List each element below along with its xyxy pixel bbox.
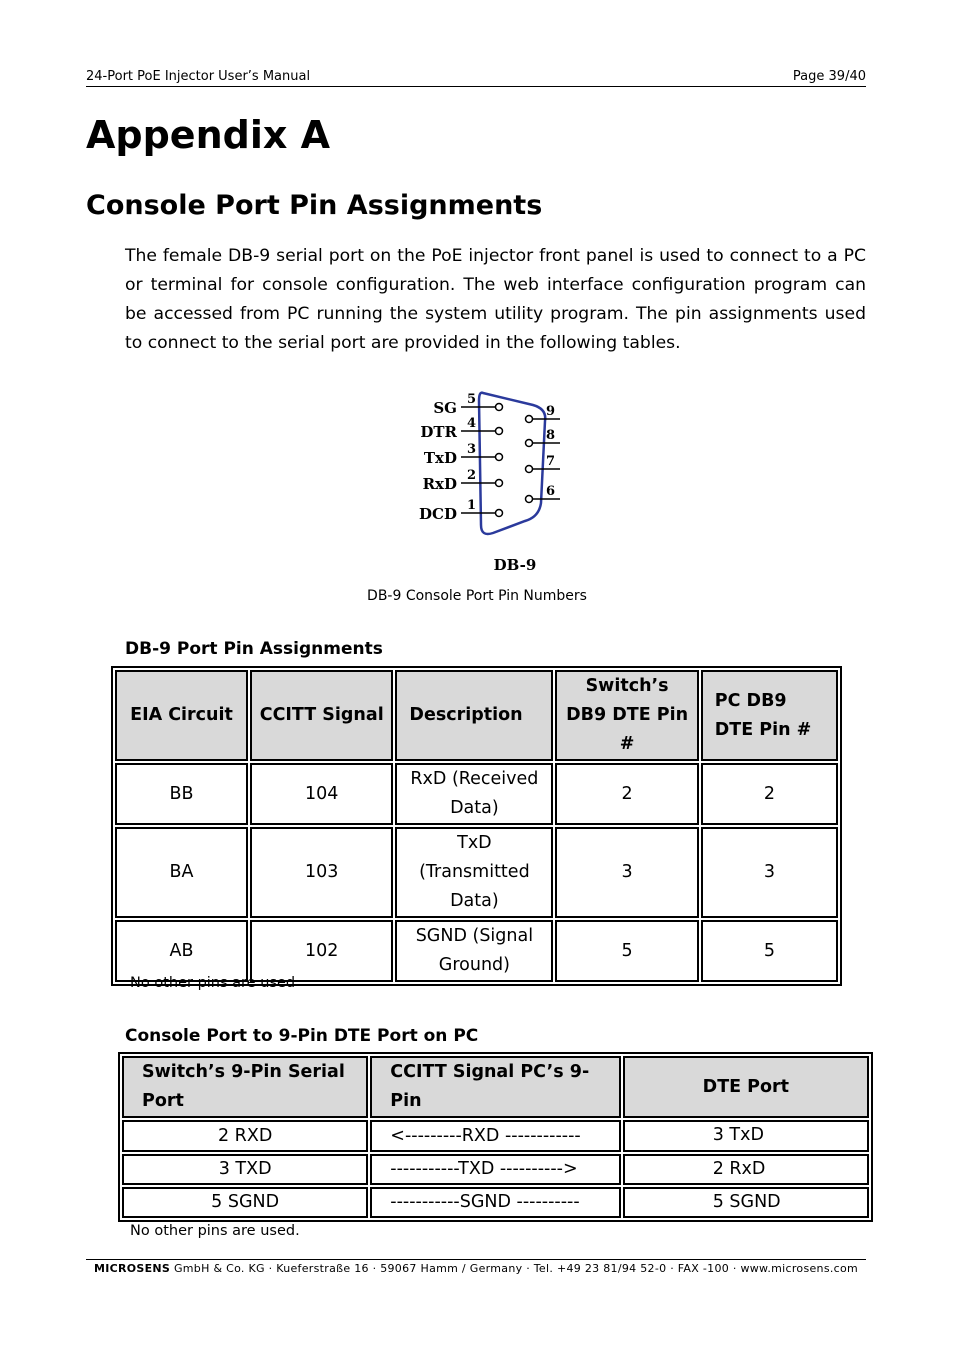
manual-title: 24-Port PoE Injector User’s Manual xyxy=(86,69,311,84)
table1-caption: DB-9 Port Pin Assignments xyxy=(125,639,383,659)
column-header: CCITT Signal PC’s 9-Pin xyxy=(370,1056,620,1118)
table-cell: 5 SGND xyxy=(623,1187,869,1218)
table-cell: BB xyxy=(115,763,248,825)
pin-1: 1 xyxy=(467,498,477,513)
table-row xyxy=(122,1154,869,1185)
column-header: Switch’s DB9 DTE Pin # xyxy=(555,670,698,761)
table-cell: TxD (Transmitted Data) xyxy=(395,827,553,918)
table-cell: 104 xyxy=(250,763,393,825)
console-to-dte-table xyxy=(118,1052,873,1222)
table2-caption: Console Port to 9-Pin DTE Port on PC xyxy=(125,1026,479,1046)
pin-9: 9 xyxy=(546,404,556,419)
connector-name: DB-9 xyxy=(493,556,537,574)
table-cell: 103 xyxy=(250,827,393,918)
pin-6: 6 xyxy=(546,484,556,499)
table-cell: <---------RXD ------------ xyxy=(370,1120,620,1152)
pin-3: 3 xyxy=(467,442,477,457)
label-dcd: DCD xyxy=(419,505,457,523)
table-cell: 3 TXD xyxy=(122,1154,368,1185)
table-cell: 2 xyxy=(555,763,698,825)
page-number: Page 39/40 xyxy=(792,69,866,84)
column-header: CCITT Signal xyxy=(250,670,393,761)
pin-5: 5 xyxy=(467,392,477,407)
table-cell: 5 xyxy=(701,920,838,982)
column-header: Switch’s 9-Pin Serial Port xyxy=(122,1056,368,1118)
table-row xyxy=(122,1120,869,1152)
table-cell: AB xyxy=(115,920,248,982)
db9-pin-diagram xyxy=(405,385,570,580)
table-cell: 2 RxD xyxy=(623,1154,869,1185)
table-cell: 5 SGND xyxy=(122,1187,368,1218)
table-cell: 102 xyxy=(250,920,393,982)
table1-note: No other pins are used xyxy=(130,975,296,991)
table-cell: -----------SGND ---------- xyxy=(370,1187,620,1218)
label-txd: TxD xyxy=(423,449,457,467)
appendix-title: Appendix A xyxy=(86,113,331,157)
table-header-row xyxy=(122,1056,869,1118)
pin-8: 8 xyxy=(546,428,556,443)
table-cell: SGND (Signal Ground) xyxy=(395,920,553,982)
pin-7: 7 xyxy=(546,454,556,469)
table-cell: BA xyxy=(115,827,248,918)
db9-pin-assignment-table xyxy=(111,666,842,986)
pin-4: 4 xyxy=(467,416,477,431)
table-cell: RxD (Received Data) xyxy=(395,763,553,825)
table-row xyxy=(122,1187,869,1218)
footer-brand: MICROSENS xyxy=(93,1262,171,1275)
table-cell: 3 xyxy=(701,827,838,918)
label-sg: SG xyxy=(433,399,457,417)
table-cell: 3 xyxy=(555,827,698,918)
label-rxd: RxD xyxy=(422,475,457,493)
column-header: EIA Circuit xyxy=(115,670,248,761)
table-row xyxy=(115,763,838,825)
table-row xyxy=(115,920,838,982)
page-footer xyxy=(86,1259,866,1275)
section-title: Console Port Pin Assignments xyxy=(86,190,543,221)
table-cell: 3 TxD xyxy=(623,1120,869,1152)
table-cell: 5 xyxy=(555,920,698,982)
column-header: Description xyxy=(395,670,553,761)
label-dtr: DTR xyxy=(420,423,457,441)
table-header-row xyxy=(115,670,838,761)
table-cell: 2 xyxy=(701,763,838,825)
footer-address: GmbH & Co. KG · Kueferstraße 16 · 59067 Hamm / Germany · Tel. +49 23 81/94 52-0 · FAX -100 · www.microsens.com xyxy=(170,1262,859,1275)
table2-note: No other pins are used. xyxy=(130,1223,300,1239)
table-cell: 2 RXD xyxy=(122,1120,368,1152)
column-header: PC DB9 DTE Pin # xyxy=(701,670,838,761)
intro-paragraph: The female DB-9 serial port on the PoE injector front panel is used to connect to a PC or terminal for console configuration. The web interface configuration program can be accessed from PC running the system utility program. The pin assignments used to connect to the serial port are provided in the following tables. xyxy=(125,246,866,353)
table-row xyxy=(115,827,838,918)
page-header xyxy=(86,68,866,87)
pin-2: 2 xyxy=(467,468,477,483)
figure-caption: DB-9 Console Port Pin Numbers xyxy=(367,588,587,604)
table-cell: -----------TXD ----------> xyxy=(370,1154,620,1185)
column-header: DTE Port xyxy=(623,1056,869,1118)
